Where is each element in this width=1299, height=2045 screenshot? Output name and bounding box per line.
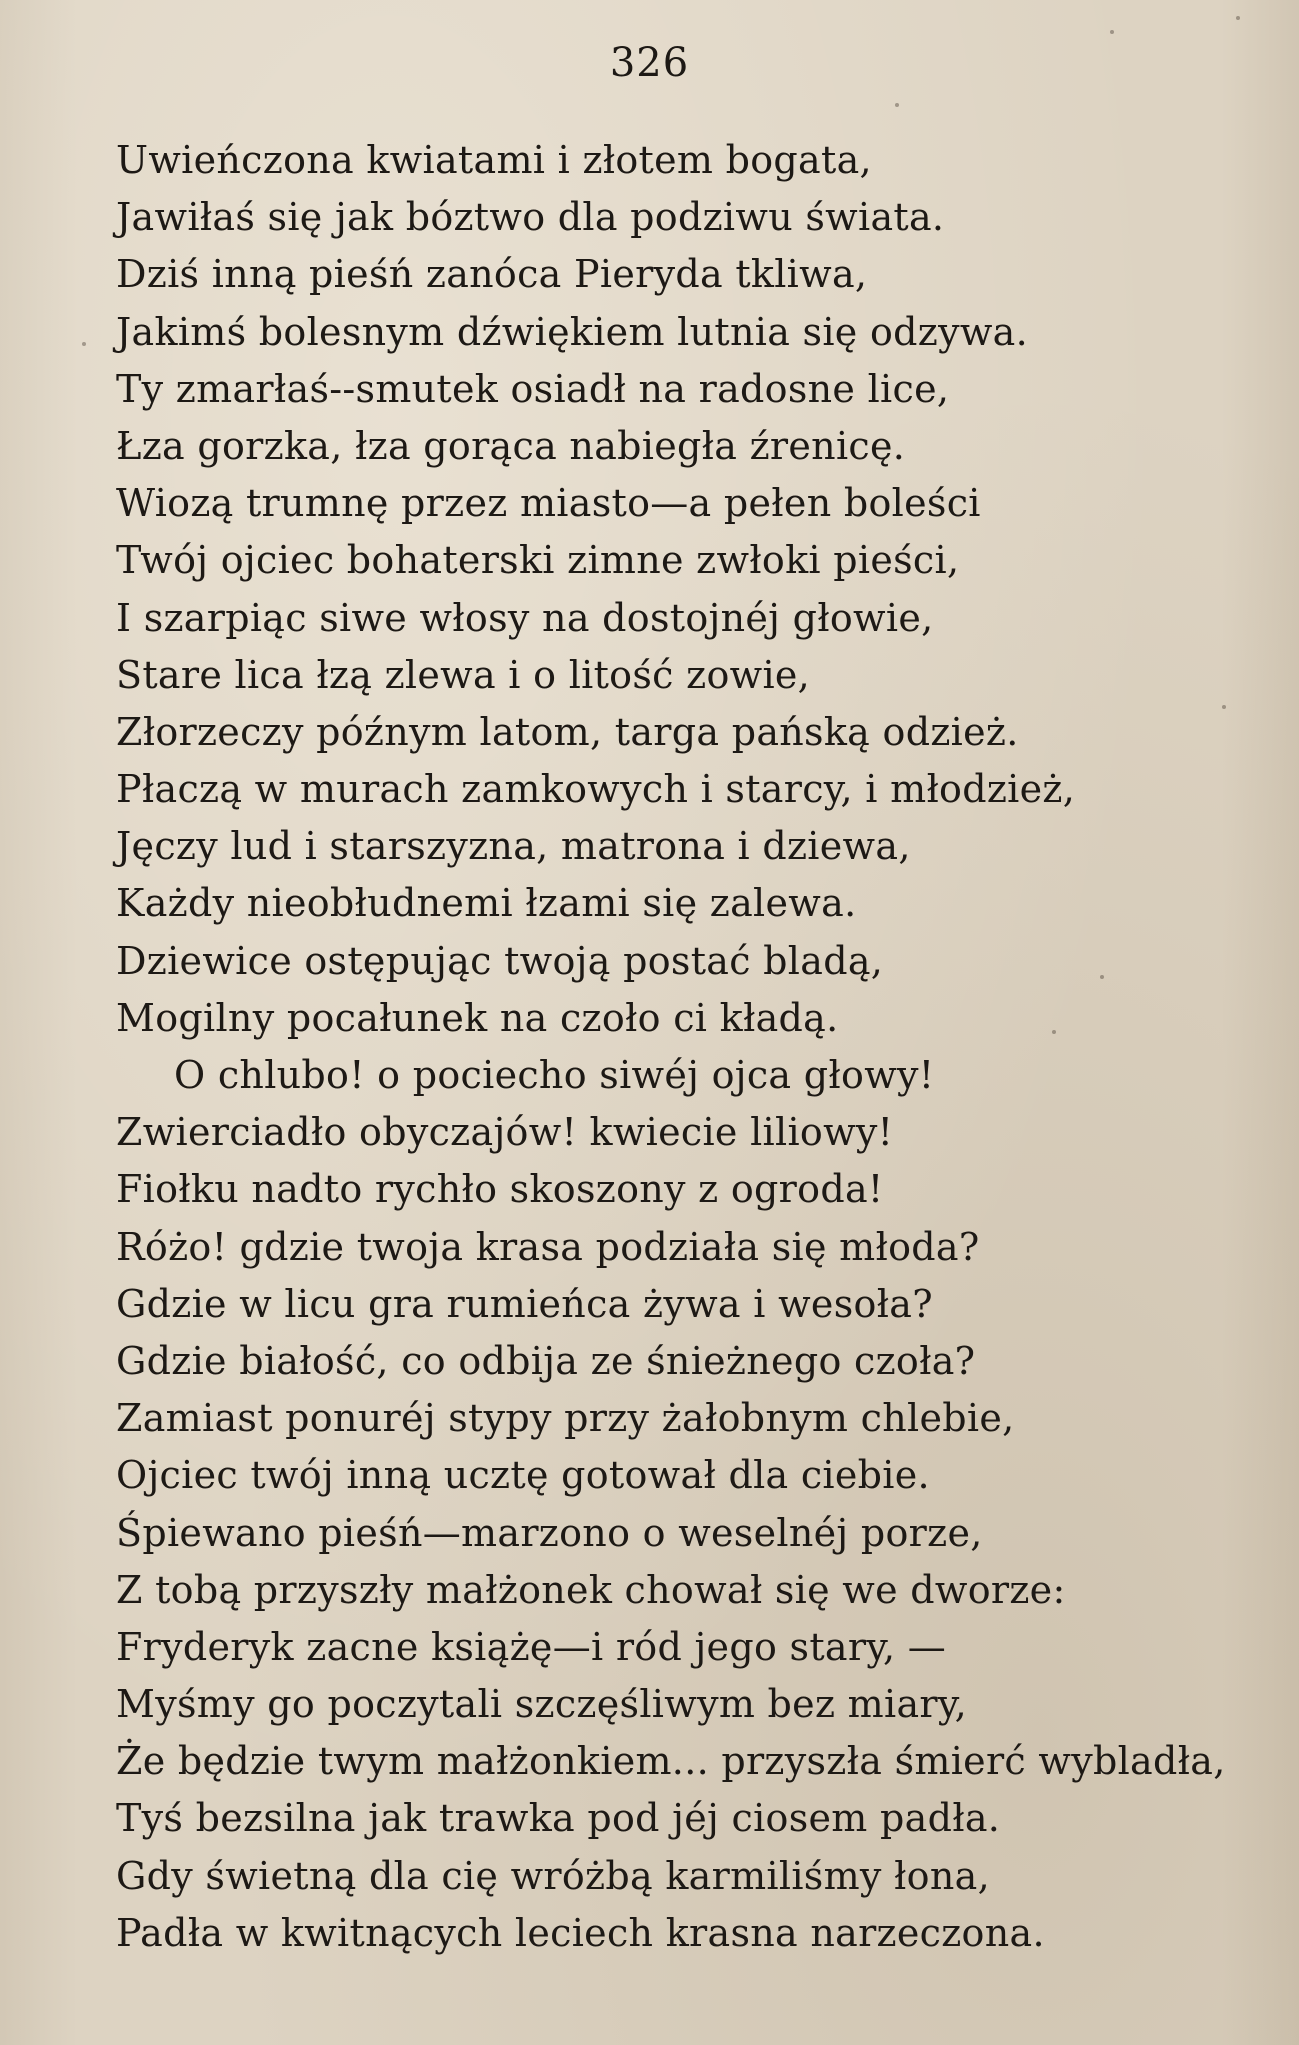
poem-line: Padła w kwitnących leciech krasna narzeczona. — [116, 1910, 1045, 1955]
poem-line: Mogilny pocałunek na czoło ci kładą. — [116, 995, 839, 1040]
poem-line: Fiołku nadto rychło skoszony z ogroda! — [116, 1167, 884, 1212]
poem-line: Ojciec twój inną ucztę gotował dla ciebie. — [116, 1453, 930, 1498]
poem-line: Złorzeczy późnym latom, targa pańską odzież. — [116, 709, 1019, 754]
poem-line: Łza gorzka, łza gorąca nabiegła źrenicę. — [116, 423, 906, 468]
poem-line: Płaczą w murach zamkowych i starcy, i młodzież, — [116, 767, 1076, 812]
poem-line: Z tobą przyszły małżonek chował się we dworze: — [116, 1567, 1066, 1612]
poem-line: Zwierciadło obyczajów! kwiecie liliowy! — [116, 1110, 894, 1155]
poem-line: Tyś bezsilna jak trawka pod jéj ciosem padła. — [116, 1796, 1001, 1841]
paper-speck — [1222, 705, 1226, 709]
poem-line: Zamiast ponuréj stypy przy żałobnym chlebie, — [116, 1396, 1015, 1441]
poem-line: Jawiłaś się jak bóztwo dla podziwu świata. — [116, 195, 945, 240]
poem-line: Dziewice ostępując twoją postać bladą, — [116, 938, 884, 983]
poem-line: I szarpiąc siwe włosy na dostojnéj głowie, — [116, 595, 934, 640]
poem-line: Gdzie w licu gra rumieńca żywa i wesoła? — [116, 1281, 933, 1326]
paper-speck — [1100, 975, 1104, 979]
poem-line: Śpiewano pieśń—marzono o weselnéj porze, — [116, 1510, 983, 1555]
paper-speck — [82, 342, 86, 346]
poem-line: O chlubo! o pociecho siwéj ojca głowy! — [174, 1053, 935, 1097]
paper-speck — [895, 103, 899, 107]
page-number: 326 — [609, 40, 690, 86]
poem-line: Wiozą trumnę przez miasto—a pełen boleści — [116, 481, 981, 526]
poem-line: Gdzie białość, co odbija ze śnieżnego czoła? — [116, 1338, 976, 1383]
poem-line: Myśmy go poczytali szczęśliwym bez miary, — [116, 1682, 967, 1727]
poem-line: Twój ojciec bohaterski zimne zwłoki pieści, — [116, 538, 960, 583]
poem-line: Różo! gdzie twoja krasa podziała się młoda? — [116, 1224, 980, 1269]
poem-text — [116, 132, 1291, 1962]
poem-line: Ty zmarłaś--smutek osiadł na radosne lice, — [116, 366, 950, 411]
poem-line: Każdy nieobłudnemi łzami się zalewa. — [116, 881, 857, 926]
poem-line: Że będzie twym małżonkiem... przyszła śmierć wybladła, — [116, 1739, 1226, 1784]
paper-speck — [1052, 1030, 1056, 1034]
paper-speck — [1110, 30, 1114, 34]
poem-line: Jakimś bolesnym dźwiękiem lutnia się odzywa. — [116, 309, 1029, 354]
poem-line: Jęczy lud i starszyzna, matrona i dziewa, — [116, 824, 911, 869]
poem-line: Fryderyk zacne książę—i ród jego stary, — — [116, 1624, 947, 1669]
paper-speck — [1236, 16, 1240, 20]
poem-line: Stare lica łzą zlewa i o litość zowie, — [116, 652, 811, 697]
poem-line: Uwieńczona kwiatami i złotem bogata, — [116, 138, 872, 182]
poem-line: Dziś inną pieśń zanóca Pieryda tkliwa, — [116, 252, 868, 297]
poem-line: Gdy świetną dla cię wróżbą karmiliśmy łona, — [116, 1853, 990, 1898]
